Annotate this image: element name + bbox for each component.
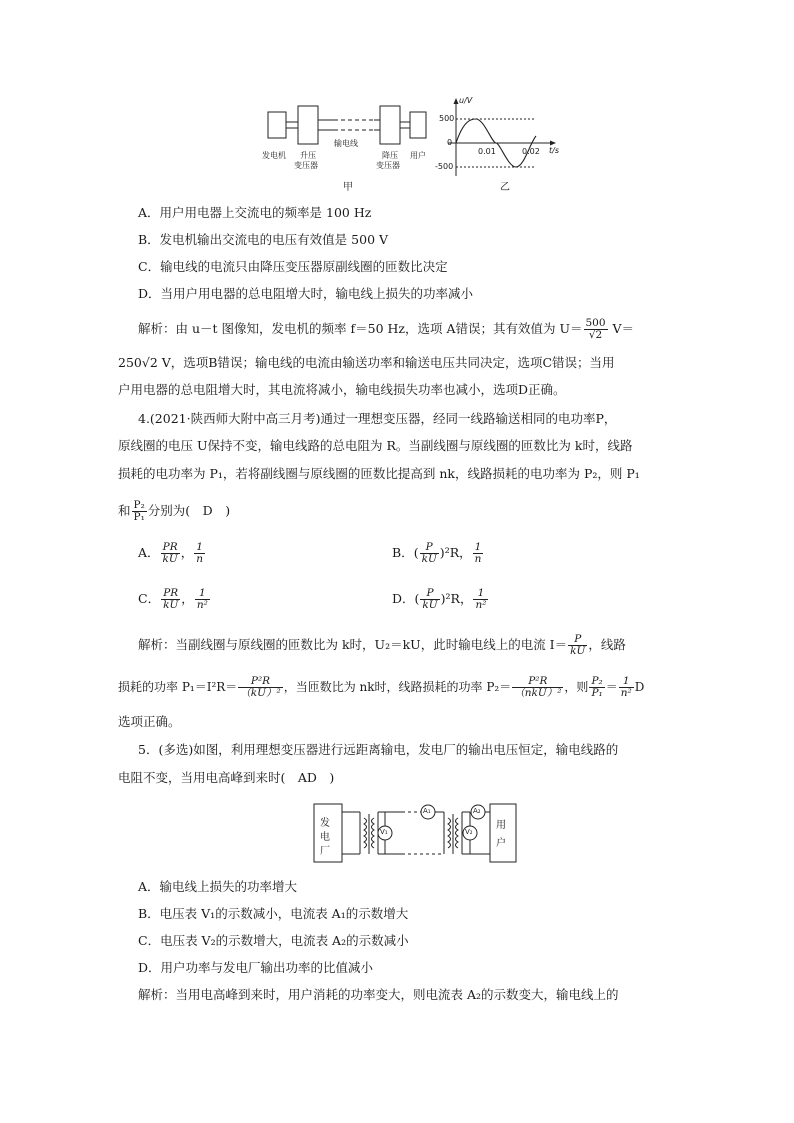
q3-solution-line-1 <box>138 318 634 341</box>
step-down-label-2: 变压器 <box>376 161 400 170</box>
option-fraction-2 <box>195 588 210 611</box>
plant-label-3: 厂 <box>320 846 330 857</box>
option-fraction-2 <box>473 542 484 565</box>
fraction-denominator: n² <box>196 599 208 611</box>
q4-sol2-text-e: D <box>634 680 645 694</box>
fraction-denominator: P₁ <box>133 511 145 523</box>
fraction-denominator: √2 <box>588 329 603 341</box>
step-up-label: 升压 <box>300 151 316 160</box>
fraction-numerator: P₂ <box>133 499 145 511</box>
option-fraction <box>420 542 439 565</box>
t2-label: 0.02 <box>522 147 540 156</box>
option-letter: D． <box>392 591 415 606</box>
q4-sol2-text-b: ，当匝数比为 nk时，线路损耗的功率 P₂＝ <box>283 680 512 694</box>
fraction-numerator: 1 <box>473 542 484 554</box>
q4-stem-2: 原线圈的电压 U保持不变，输电线路的总电阻为 R。当副线圈与原线圈的匝数比为 k时，线路 <box>118 438 633 453</box>
q4-sol-text-a: 解析：当副线圈与原线圈的匝数比为 k时，U₂＝kU，此时输电线上的电流 I＝ <box>138 637 568 652</box>
u-axis-label: u/V <box>459 96 473 105</box>
q4-sol-text-b: ，线路 <box>588 637 626 652</box>
option-fraction <box>161 588 180 611</box>
option-fraction <box>420 588 439 611</box>
q5-option-a: A．输电线上损失的功率增大 <box>138 879 298 894</box>
voltmeter-v2: V₂ <box>465 828 473 836</box>
fraction-denominator: （nkU）² <box>514 687 562 699</box>
q3-sol-text-b: V＝ <box>608 321 635 336</box>
fraction-numerator: PR <box>161 542 180 554</box>
q5-option-d: D．用户功率与发电厂输出功率的比值减小 <box>138 960 374 975</box>
fraction-numerator: 1 <box>473 588 488 600</box>
q4-option-b: B．( $\frac{P}{kU}$ )²R， $\frac{1}{n}$ <box>392 541 482 565</box>
fraction-denominator: n <box>196 553 204 565</box>
fraction-denominator: n² <box>475 599 487 611</box>
fraction-numerator: 1 <box>619 676 634 688</box>
q5-stem-2: 电阻不变，当用电高峰到来时( AD ) <box>118 770 335 785</box>
plant-label-2: 电 <box>320 832 330 843</box>
fraction-numerator: P²R <box>238 676 282 688</box>
user-label: 用户 <box>410 151 426 160</box>
user-label-2: 户 <box>496 838 506 849</box>
q4-sol2-text-c: ，则 <box>564 680 589 694</box>
option-tail: ²R， <box>444 545 472 560</box>
transmission-circuit-diagram <box>310 796 520 868</box>
fraction-numerator: PR <box>161 588 180 600</box>
q4-sol2-fraction-3 <box>589 676 604 699</box>
q3-option-b: B．发电机输出交流电的电压有效值是 500 V <box>138 232 389 247</box>
option-fraction <box>161 542 180 565</box>
fraction-numerator: P <box>420 542 439 554</box>
q4-sol2-fraction-4 <box>619 676 634 699</box>
t-axis-label: t/s <box>549 146 559 155</box>
v-neg-label: -500 <box>435 162 454 171</box>
q5-option-b: B．电压表 V₁的示数减小，电流表 A₁的示数增大 <box>138 906 409 921</box>
option-letter: A． <box>138 545 160 560</box>
plant-label-1: 发 <box>320 818 330 829</box>
fraction-denominator: （kU）² <box>240 687 281 699</box>
fraction-numerator: P <box>568 634 587 646</box>
fraction-denominator: kU <box>421 553 437 565</box>
fraction-numerator: 1 <box>194 542 205 554</box>
q3-option-a: A．用户用电器上交流电的频率是 100 Hz <box>138 205 372 220</box>
q3-sol-text-a: 解析：由 u－t 图像知，发电机的频率 f＝50 Hz，选项 A错误；其有效值为 U＝ <box>138 321 583 336</box>
q3-solution-line-2: 250√2 V，选项B错误；输电线的电流由输送功率和输送电压共同决定，选项C错误；当用 <box>118 355 615 370</box>
fraction-denominator: kU <box>162 553 178 565</box>
fraction-numerator: P <box>420 588 439 600</box>
user-label-1: 用 <box>496 820 506 831</box>
figure-jia-label: 甲 <box>343 182 353 193</box>
fraction-numerator: P²R <box>512 676 563 688</box>
generator-label: 发电机 <box>262 151 286 160</box>
fraction-denominator: kU <box>570 645 586 657</box>
fraction-denominator: P₁ <box>591 687 603 699</box>
q4-sol2-fraction-1 <box>238 676 282 699</box>
q4-option-c: C． $\frac{PR}{kU}$ ， $\frac{1}{\text{n²}}$ <box>138 587 208 611</box>
q4-stem-4-text-b: 分别为( D ) <box>147 503 231 518</box>
q3-sol-fraction <box>584 318 608 341</box>
figure-yi-label: 乙 <box>500 182 510 193</box>
fraction-numerator: 500 <box>585 317 606 329</box>
ammeter-a2: A₂ <box>473 807 481 815</box>
q5-option-c: C．电压表 V₂的示数增大，电流表 A₂的示数减小 <box>138 933 409 948</box>
option-fraction-2 <box>473 588 488 611</box>
option-tail: ²R， <box>445 591 473 606</box>
q5-stem-1: 5．(多选)如图，利用理想变压器进行远距离输电，发电厂的输出电压恒定，输电线路的 <box>138 742 619 757</box>
q4-solution-line-3: 选项正确。 <box>118 714 181 729</box>
q4-sol2-text-d: ＝ <box>605 680 618 694</box>
ammeter-a1: A₁ <box>423 807 431 815</box>
v-pos-label: 500 <box>439 114 455 123</box>
step-down-label: 降压 <box>382 151 398 160</box>
q4-stem-4 <box>118 500 230 523</box>
sine-wave-graph <box>438 96 558 180</box>
voltmeter-v1: V₁ <box>380 828 388 836</box>
q5-solution-line-1: 解析：当用电高峰到来时，用户消耗的功率变大，则电流表 A₂的示数变大，输电线上的 <box>138 987 619 1002</box>
fraction-numerator: P₂ <box>591 675 603 687</box>
q4-stem-4-text-a: 和 <box>118 503 131 518</box>
fraction-denominator: kU <box>422 599 438 611</box>
fraction-denominator: kU <box>163 599 179 611</box>
q3-option-d: D．当用户用电器的总电阻增大时，输电线上损失的功率减小 <box>138 286 474 301</box>
q4-stem-3: 损耗的电功率为 P₁，若将副线圈与原线圈的匝数比提高到 nk，线路损耗的电功率为 P₂，则 P₁ <box>118 466 640 481</box>
q4-option-a: A． $\frac{PR}{kU}$ ， $\frac{1}{n}$ <box>138 541 204 565</box>
line-label: 输电线 <box>334 139 358 148</box>
q4-sol2-fraction-2 <box>512 676 563 699</box>
fraction-denominator: n² <box>620 687 632 699</box>
v-zero-label: 0 <box>447 138 453 147</box>
q3-option-c: C．输电线的电流只由降压变压器原副线圈的匝数比决定 <box>138 259 448 274</box>
q4-stem-1: 4.(2021·陕西师大附中高三月考)通过一理想变压器，经同一线路输送相同的电功率P， <box>138 411 617 426</box>
fraction-numerator: 1 <box>195 588 210 600</box>
t1-label: 0.01 <box>478 147 496 156</box>
q4-solution-line-2 <box>118 676 644 699</box>
q4-sol-fraction <box>568 634 587 657</box>
fraction-denominator: n <box>474 553 482 565</box>
q4-sol2-text-a: 损耗的功率 P₁＝I²R＝ <box>118 680 238 694</box>
option-letter: B． <box>392 545 414 560</box>
q4-option-d: D．( $\frac{P}{kU}$ )²R， $\frac{1}{\text{n²}}$ <box>392 587 487 611</box>
step-up-label-2: 变压器 <box>294 161 318 170</box>
q4-solution-line-1 <box>138 634 626 657</box>
q3-solution-line-3: 户用电器的总电阻增大时，其电流将减小，输电线损失功率也减小，选项D正确。 <box>118 382 566 397</box>
option-letter: C． <box>138 591 161 606</box>
q4-stem-fraction <box>132 500 147 523</box>
option-fraction-2 <box>194 542 205 565</box>
